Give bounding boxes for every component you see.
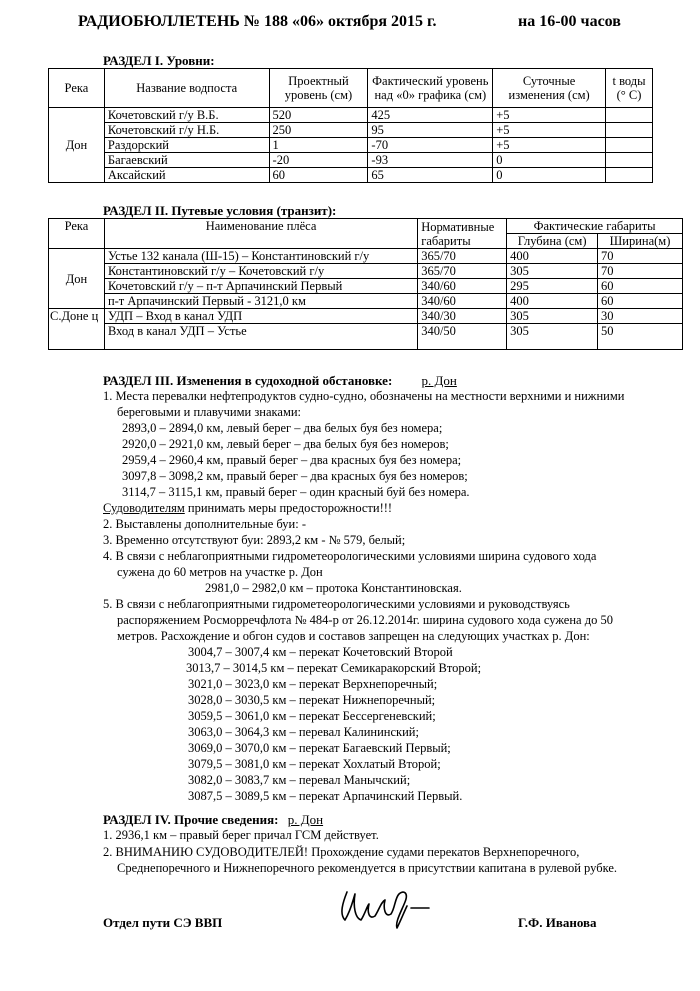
section3-line: 3013,7 – 3014,5 км – перекат Семикаракорский Второй; [186, 661, 482, 675]
section4-title [103, 812, 323, 828]
table-row-cell: 95 [368, 123, 493, 138]
table-row-cell: 0 [493, 168, 606, 183]
section3-line: 2959,4 – 2960,4 км, правый берег – два красных буя без номера; [122, 453, 462, 467]
table-row-cell: 340/60 [418, 279, 507, 294]
section3-line: распоряжением Росморречфлота № 484-р от 26.12.2014г. ширина судового хода сужена до 50 [117, 613, 613, 627]
section3-line: 3004,7 – 3007,4 км – перекат Кочетовский Второй [188, 645, 453, 659]
route-header-width: Ширина(м) [598, 234, 683, 249]
table-row-cell: 295 [507, 279, 598, 294]
table-row-cell: Вход в канал УДП – Устье [104, 324, 417, 350]
table-row-cell: +5 [493, 123, 606, 138]
table-row-cell: 1 [269, 138, 368, 153]
table-row-cell: 50 [598, 324, 683, 350]
section3-warning-text: принимать меры предосторожности!!! [184, 501, 393, 515]
table-row-cell: 340/50 [418, 324, 507, 350]
section3-line: береговыми и плавучими знаками: [117, 405, 302, 419]
table-row-cell: Кочетовский г/у В.Б. [104, 108, 269, 123]
section3-warning-underlined: Судоводителям [103, 501, 185, 515]
table-row-cell: -70 [368, 138, 493, 153]
levels-header-post: Название водпоста [104, 69, 269, 108]
table-row-cell: 30 [598, 309, 683, 324]
table-row-cell: Кочетовский г/у Н.Б. [104, 123, 269, 138]
section3-line: 3114,7 – 3115,1 км, правый берег – один красный буй без номера. [122, 485, 470, 499]
table-row-cell: 305 [507, 264, 598, 279]
table-row-cell: 60 [598, 279, 683, 294]
table-row-cell: 365/70 [418, 264, 507, 279]
route-river-don: Дон [49, 249, 105, 309]
section3-line: 3082,0 – 3083,7 км – перевал Манычский; [188, 773, 411, 787]
levels-header-actual: Фактический уровень над «0» графика (см) [368, 69, 493, 108]
table-row-cell: 365/70 [418, 249, 507, 264]
table-row-cell: -20 [269, 153, 368, 168]
department-name: Отдел пути СЭ ВВП [103, 915, 223, 930]
section3-line: 3087,5 – 3089,5 км – перекат Арпачинский Первый. [188, 789, 463, 803]
section3-line: 2. Выставлены дополнительные буи: - [103, 517, 306, 531]
table-row-cell [606, 123, 653, 138]
bulletin-time: на 16-00 часов [518, 13, 621, 30]
table-row-cell: 425 [368, 108, 493, 123]
route-river-sdonets: С.Доне ц [49, 309, 105, 350]
table-row-cell: 400 [507, 249, 598, 264]
table-row-cell: 400 [507, 294, 598, 309]
route-header-normative: Нормативные габариты [418, 219, 507, 249]
levels-header-change: Суточные изменения (см) [493, 69, 606, 108]
section3-title-text: РАЗДЕЛ III. Изменения в судоходной обстановке: [103, 373, 393, 388]
section3-line: 4. В связи с неблагоприятными гидрометеорологическими условиями ширина судового хода [103, 549, 597, 563]
table-row-cell: 70 [598, 264, 683, 279]
levels-table [48, 68, 653, 183]
table-row-cell: 520 [269, 108, 368, 123]
table-row-cell: Константиновский г/у – Кочетовский г/у [104, 264, 417, 279]
table-row-cell [606, 108, 653, 123]
section3-river: р. Дон [421, 373, 457, 388]
table-row-cell: 305 [507, 309, 598, 324]
route-header-actual: Фактические габариты [507, 219, 683, 234]
section3-line: 5. В связи с неблагоприятными гидрометеорологическими условиями и руководствуясь [103, 597, 570, 611]
table-row-cell: 0 [493, 153, 606, 168]
section3-warning [103, 501, 392, 516]
section3-line: 3069,0 – 3070,0 км – перекат Багаевский Первый; [188, 741, 451, 755]
section3-title [103, 373, 457, 389]
route-header-depth: Глубина (см) [507, 234, 598, 249]
section4-line: 2. ВНИМАНИЮ СУДОВОДИТЕЛЕЙ! Прохождение судами перекатов Верхнепоречного, [103, 845, 580, 859]
section4-line: 1. 2936,1 км – правый берег причал ГСМ действует. [103, 828, 379, 842]
table-row-cell: Устье 132 канала (Ш-15) – Константиновский г/у [104, 249, 417, 264]
route-header-stretch: Наименование плёса [104, 219, 417, 249]
signer-name: Г.Ф. Иванова [518, 915, 597, 930]
section3-line: 1. Места перевалки нефтепродуктов судно-судно, обозначены на местности верхними и нижними [103, 389, 625, 403]
table-row-cell: 65 [368, 168, 493, 183]
table-row-cell: 70 [598, 249, 683, 264]
table-row-cell [606, 138, 653, 153]
table-row-cell: +5 [493, 138, 606, 153]
bulletin-title-text: РАДИОБЮЛЛЕТЕНЬ № 188 «06» октября 2015 г. [78, 13, 437, 30]
table-row-cell: 305 [507, 324, 598, 350]
levels-header-design: Проектный уровень (см) [269, 69, 368, 108]
section3-line: 2981,0 – 2982,0 км – протока Константиновская. [205, 581, 462, 595]
table-row-cell: Багаевский [104, 153, 269, 168]
table-row-cell: 340/30 [418, 309, 507, 324]
table-row-cell: 250 [269, 123, 368, 138]
section3-line: 3021,0 – 3023,0 км – перекат Верхнепоречный; [188, 677, 438, 691]
section2-title: РАЗДЕЛ II. Путевые условия (транзит): [103, 203, 337, 218]
table-row-cell: Раздорский [104, 138, 269, 153]
section3-line: 3097,8 – 3098,2 км, правый берег – два красных буя без номеров; [122, 469, 468, 483]
section3-line: 2920,0 – 2921,0 км, левый берег – два белых буя без номеров; [122, 437, 449, 451]
table-row-cell [606, 168, 653, 183]
section3-line: 3. Временно отсутствуют буи: 2893,2 км - № 579, белый; [103, 533, 406, 547]
section3-line: 3028,0 – 3030,5 км – перекат Нижнепоречный; [188, 693, 436, 707]
levels-header-river: Река [49, 69, 105, 108]
table-row-cell: +5 [493, 108, 606, 123]
levels-river-cell: Дон [49, 108, 105, 183]
table-row-cell: Аксайский [104, 168, 269, 183]
section3-line: 3079,5 – 3081,0 км – перекат Хохлатый Второй; [188, 757, 441, 771]
section3-line: сужена до 60 метров на участке р. Дон [117, 565, 323, 579]
section3-line: 3063,0 – 3064,3 км – перевал Калининский; [188, 725, 419, 739]
signature-image [335, 880, 445, 935]
table-row-cell: 340/60 [418, 294, 507, 309]
table-row-cell: Кочетовский г/у – п-т Арпачинский Первый [104, 279, 417, 294]
section1-title: РАЗДЕЛ I. Уровни: [103, 53, 215, 68]
section4-river: р. Дон [287, 812, 324, 827]
table-row-cell: УДП – Вход в канал УДП [104, 309, 417, 324]
table-row-cell: -93 [368, 153, 493, 168]
section4-line: Среднепоречного и Нижнепоречного рекомендуется в присутствии капитана в рулевой рубке. [117, 861, 618, 875]
section3-line: метров. Расхождение и обгон судов и составов запрещен на следующих участках р. Дон: [117, 629, 590, 643]
section3-line: 2893,0 – 2894,0 км, левый берег – два белых буя без номера; [122, 421, 443, 435]
route-table [48, 218, 683, 350]
table-row-cell: 60 [269, 168, 368, 183]
table-row-cell [606, 153, 653, 168]
section4-title-text: РАЗДЕЛ IV. Прочие сведения: [103, 812, 279, 827]
levels-header-temp: t воды (° С) [606, 69, 653, 108]
bulletin-title [78, 13, 678, 31]
section3-line: 3059,5 – 3061,0 км – перекат Бессергеневский; [188, 709, 436, 723]
table-row-cell: 60 [598, 294, 683, 309]
table-row-cell: п-т Арпачинский Первый - 3121,0 км [104, 294, 417, 309]
route-header-river: Река [49, 219, 105, 249]
